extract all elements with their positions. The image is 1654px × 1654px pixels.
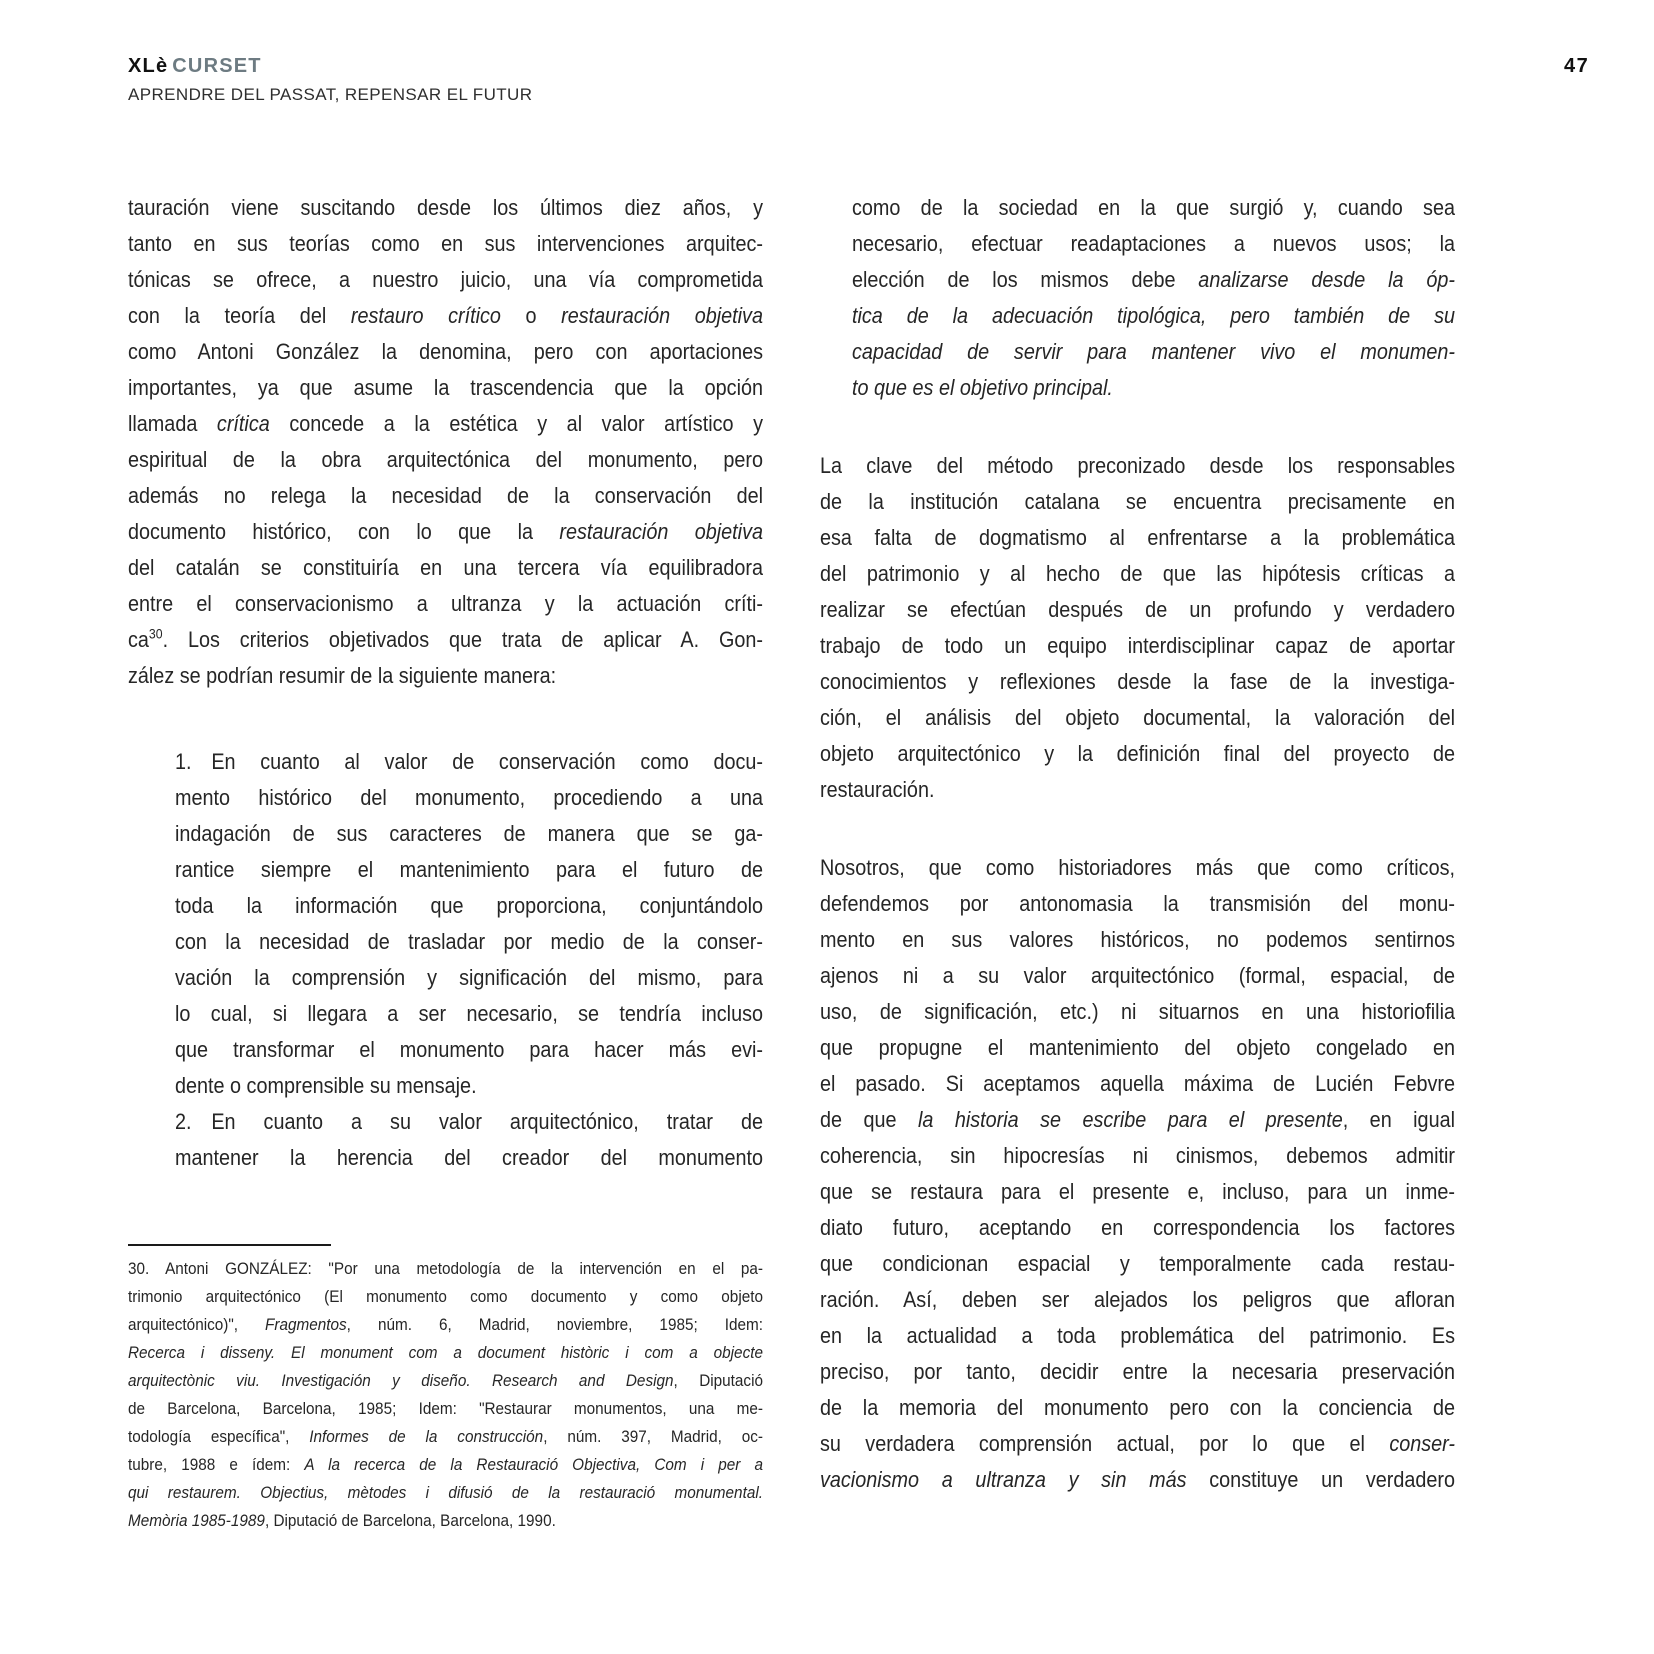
- text-line: que se restaura para el presente e, incluso, para un inme-: [820, 1179, 1455, 1204]
- text-line: 30. Antoni GONZÁLEZ: "Por una metodología de la intervención en el pa-: [128, 1259, 763, 1278]
- page-number: 47: [1564, 55, 1590, 77]
- left-column: [128, 190, 763, 1176]
- text-line: como de la sociedad en la que surgió y, cuando sea: [852, 195, 1455, 220]
- text-line: defendemos por antonomasia la transmisión del monu-: [820, 891, 1455, 916]
- text-line: vacionismo a ultranza y sin más constituye un verdadero: [820, 1467, 1455, 1492]
- footnote: [128, 1244, 763, 1535]
- text-line: que transformar el monumento para hacer más evi-: [175, 1037, 763, 1062]
- footnote-text: [128, 1255, 763, 1535]
- text-line: uso, de significación, etc.) ni situarnos en una historiofilia: [820, 999, 1455, 1024]
- text-line: del patrimonio y al hecho de que las hipótesis críticas a: [820, 561, 1455, 586]
- intro-paragraph: [128, 190, 763, 694]
- text-line: el pasado. Si aceptamos aquella máxima de Lucién Febvre: [820, 1071, 1455, 1096]
- text-line: 2. En cuanto a su valor arquitectónico, tratar de: [175, 1109, 763, 1134]
- text-line: además no relega la necesidad de la conservación del: [128, 483, 763, 508]
- text-line: realizar se efectúan después de un profundo y verdadero: [820, 597, 1455, 622]
- text-line: objeto arquitectónico y la definición final del proyecto de: [820, 741, 1455, 766]
- text-line: toda la información que proporciona, conjuntándolo: [175, 893, 763, 918]
- text-line: mento en sus valores históricos, no podemos sentirnos: [820, 927, 1455, 952]
- text-line: Memòria 1985-1989, Diputació de Barcelona, Barcelona, 1990.: [128, 1511, 556, 1530]
- text-line: tica de la adecuación tipológica, pero también de su: [852, 303, 1455, 328]
- header-series: CURSET: [172, 55, 262, 77]
- text-line: conocimientos y reflexiones desde la fase de la investiga-: [820, 669, 1455, 694]
- text-line: que condicionan espacial y temporalmente cada restau-: [820, 1251, 1455, 1276]
- text-line: importantes, ya que asume la trascendencia que la opción: [128, 375, 763, 400]
- text-line: rantice siempre el mantenimiento para el futuro de: [175, 857, 763, 882]
- text-line: con la teoría del restauro crítico o restauración objetiva: [128, 303, 763, 328]
- text-line: Recerca i disseny. El monument com a document històric i com a objecte: [128, 1343, 763, 1362]
- list-item-1: [128, 744, 763, 1104]
- text-line: ración. Así, deben ser alejados los peligros que afloran: [820, 1287, 1455, 1312]
- text-line: lo cual, si llegara a ser necesario, se tendría incluso: [175, 1001, 763, 1026]
- text-line: del catalán se constituiría en una tercera vía equilibradora: [128, 555, 763, 580]
- text-line: esa falta de dogmatismo al enfrentarse a la problemática: [820, 525, 1455, 550]
- text-line: 1. En cuanto al valor de conservación como docu-: [175, 749, 763, 774]
- text-line: dente o comprensible su mensaje.: [175, 1073, 477, 1098]
- text-line: todología específica", Informes de la construcción, núm. 397, Madrid, oc-: [128, 1427, 763, 1446]
- text-line: tubre, 1988 e ídem: A la recerca de la Restauració Objectiva, Com i per a: [128, 1455, 763, 1474]
- text-line: capacidad de servir para mantener vivo el monumen-: [852, 339, 1455, 364]
- text-line: zález se podrían resumir de la siguiente manera:: [128, 663, 557, 688]
- text-line: coherencia, sin hipocresías ni cinismos, debemos admitir: [820, 1143, 1455, 1168]
- text-line: arquitectònic viu. Investigación y diseño. Research and Design, Diputació: [128, 1371, 763, 1390]
- text-line: documento histórico, con lo que la restauración objetiva: [128, 519, 763, 544]
- text-line: de la institución catalana se encuentra precisamente en: [820, 489, 1455, 514]
- text-line: trabajo de todo un equipo interdisciplinar capaz de aportar: [820, 633, 1455, 658]
- text-line: diato futuro, aceptando en correspondencia los factores: [820, 1215, 1455, 1240]
- text-line: su verdadera comprensión actual, por lo que el conser-: [820, 1431, 1455, 1456]
- text-line: vación la comprensión y significación del mismo, para: [175, 965, 763, 990]
- text-line: ajenos ni a su valor arquitectónico (formal, espacial, de: [820, 963, 1455, 988]
- text-line: ción, el análisis del objeto documental, la valoración del: [820, 705, 1455, 730]
- text-line: arquitectónico)", Fragmentos, núm. 6, Madrid, noviembre, 1985; Idem:: [128, 1315, 763, 1334]
- text-line: trimonio arquitectónico (El monumento como documento y como objeto: [128, 1287, 763, 1306]
- footnote-rule: [128, 1244, 331, 1246]
- text-line: llamada crítica concede a la estética y al valor artístico y: [128, 411, 763, 436]
- text-line: que propugne el mantenimiento del objeto congelado en: [820, 1035, 1455, 1060]
- running-header: [128, 55, 532, 105]
- text-line: to que es el objetivo principal.: [852, 375, 1113, 400]
- text-line: elección de los mismos debe analizarse desde la óp-: [852, 267, 1455, 292]
- text-line: mantener la herencia del creador del monumento: [175, 1145, 763, 1170]
- text-line: tónicas se ofrece, a nuestro juicio, una vía comprometida: [128, 267, 763, 292]
- list-item-2: [128, 1104, 763, 1176]
- text-line: mento histórico del monumento, procediendo a una: [175, 785, 763, 810]
- text-line: de Barcelona, Barcelona, 1985; Idem: "Restaurar monumentos, una me-: [128, 1399, 763, 1418]
- text-line: entre el conservacionismo a ultranza y la actuación críti-: [128, 591, 763, 616]
- text-line: restauración.: [820, 777, 935, 802]
- text-line: de la memoria del monumento pero con la conciencia de: [820, 1395, 1455, 1420]
- text-line: La clave del método preconizado desde los responsables: [820, 453, 1455, 478]
- text-line: como Antoni González la denomina, pero con aportaciones: [128, 339, 763, 364]
- criteria-list: [128, 744, 763, 1176]
- text-line: en la actualidad a toda problemática del patrimonio. Es: [820, 1323, 1455, 1348]
- text-line: preciso, por tanto, decidir entre la necesaria preservación: [820, 1359, 1455, 1384]
- text-line: necesario, efectuar readaptaciones a nuevos usos; la: [852, 231, 1455, 256]
- text-line: espiritual de la obra arquitectónica del monumento, pero: [128, 447, 763, 472]
- list-item-2-continuation: [820, 190, 1455, 406]
- text-line: tauración viene suscitando desde los últimos diez años, y: [128, 195, 763, 220]
- text-line: de que la historia se escribe para el presente, en igual: [820, 1107, 1455, 1132]
- text-line: indagación de sus caracteres de manera que se ga-: [175, 821, 763, 846]
- right-column: [820, 190, 1455, 1498]
- header-subtitle: APRENDRE DEL PASSAT, REPENSAR EL FUTUR: [128, 85, 533, 104]
- text-line: con la necesidad de trasladar por medio de la conser-: [175, 929, 763, 954]
- header-volume: XLè: [128, 55, 169, 77]
- text-line: $ca^{30}$. Los criterios objetivados que trata de aplicar A. Gon-: [128, 626, 763, 652]
- text-line: tanto en sus teorías como en sus intervenciones arquitec-: [128, 231, 763, 256]
- text-line: Nosotros, que como historiadores más que como críticos,: [820, 855, 1455, 880]
- paragraph-historians: [820, 850, 1455, 1498]
- header-series-title: [128, 55, 532, 78]
- text-line: qui restaurem. Objectius, mètodes i difusió de la restauració monumental.: [128, 1483, 763, 1502]
- paragraph-method: [820, 448, 1455, 808]
